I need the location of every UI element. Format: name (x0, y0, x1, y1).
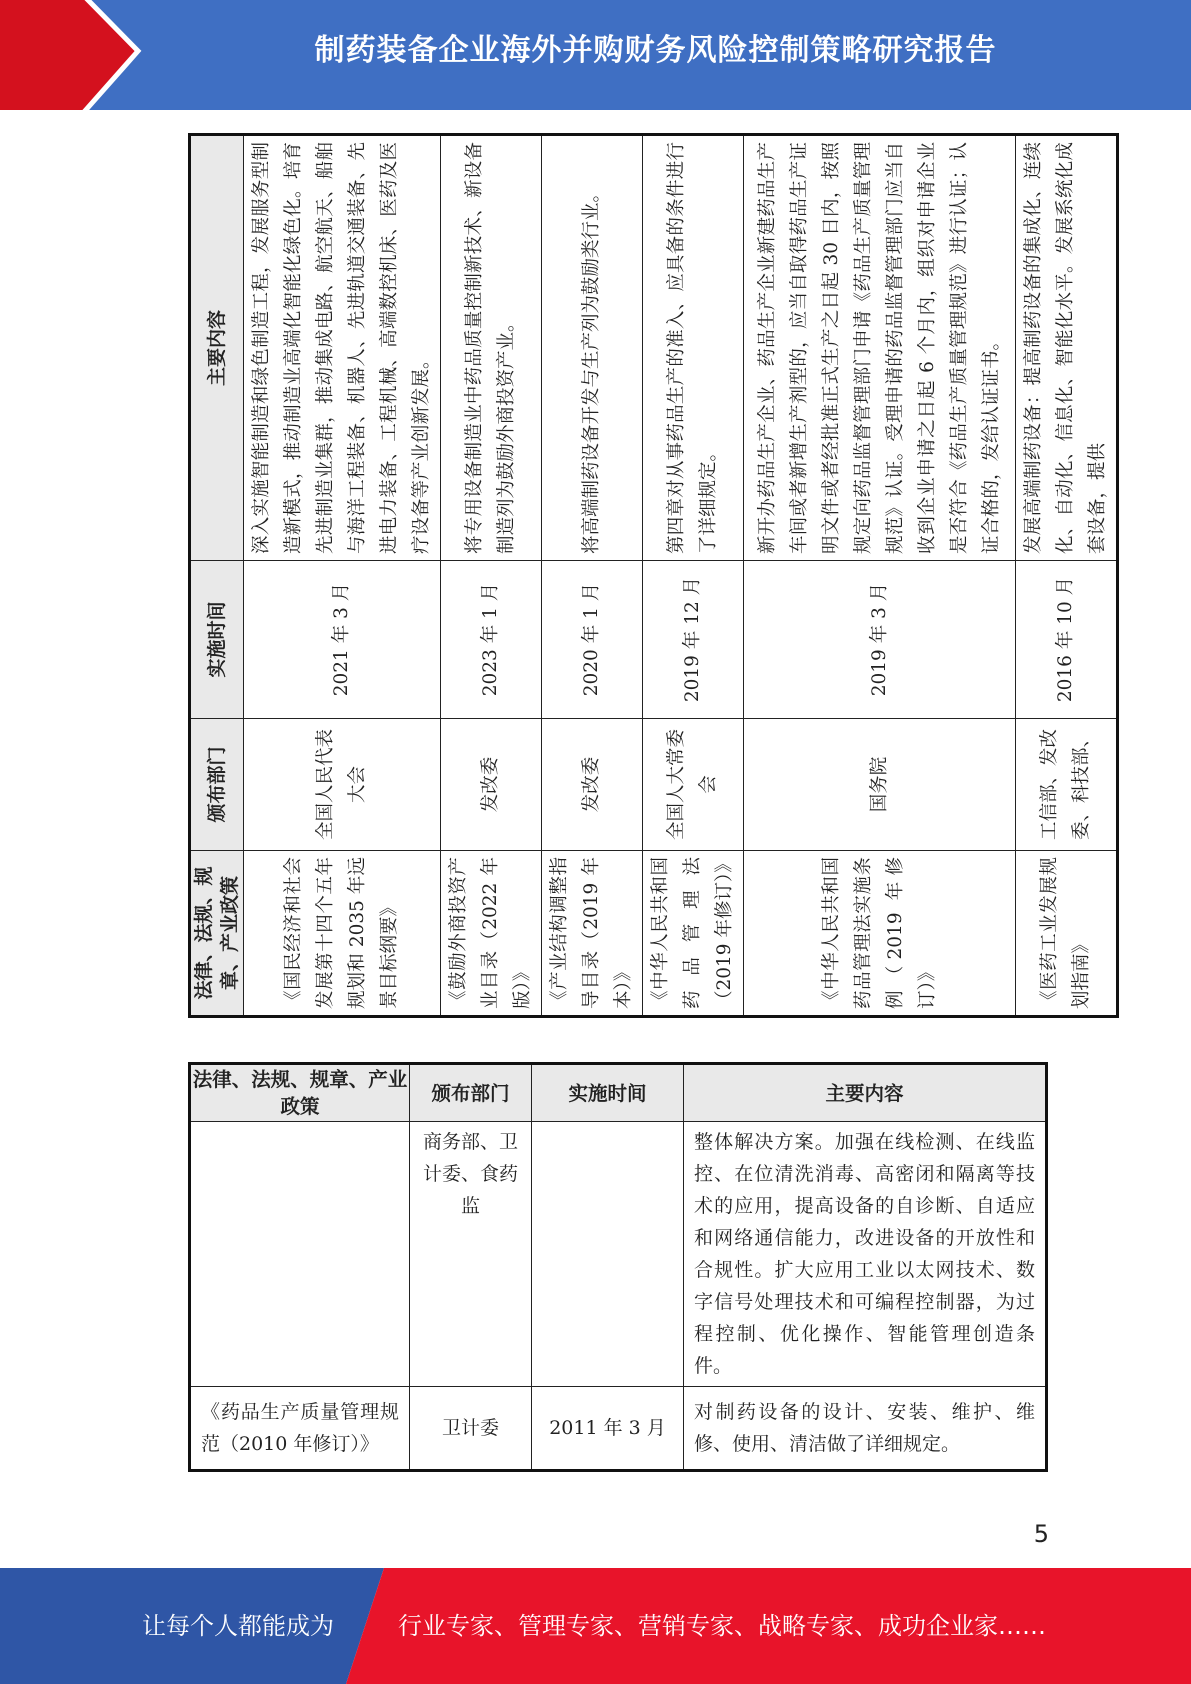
table-row (542, 135, 643, 1017)
law-cell (190, 1122, 410, 1387)
date-cell: 2016 年 10 月 (1016, 561, 1118, 719)
table-row (441, 135, 542, 1017)
table-row (643, 135, 744, 1017)
table-row (744, 135, 1016, 1017)
date-cell: 2023 年 1 月 (441, 561, 542, 719)
date-cell: 2021 年 3 月 (244, 561, 441, 719)
header-dept: 颁布部门 (190, 719, 244, 851)
header-date: 实施时间 (532, 1064, 684, 1122)
law-cell: 《药品生产质量管理规范（2010 年修订）》 (190, 1387, 410, 1471)
policy-table-continued (188, 1062, 1048, 1472)
dept-cell: 卫计委 (410, 1387, 532, 1471)
rotated-policy-table (188, 133, 1119, 1018)
date-cell (532, 1122, 684, 1387)
footer-slogan-left: 让每个人都能成为 (142, 1612, 334, 1640)
law-cell: 《中华人民共和国药品管理法实施条例（2019 年修订）》 (744, 851, 1016, 1017)
footer-slogan-right: 行业专家、管理专家、营销专家、战略专家、成功企业家…… (398, 1612, 1046, 1640)
header-dept: 颁布部门 (410, 1064, 532, 1122)
table-header-row (190, 1064, 1047, 1122)
rotated-policy-table-wrapper (188, 136, 1108, 1018)
content-cell: 发展高端制药设备：提高制药设备的集成化、连续化、自动化、信息化、智能化水平。发展系统化成套设备，提供 (1016, 135, 1118, 561)
page-footer (0, 1568, 1191, 1684)
content-cell: 整体解决方案。加强在线检测、在线监控、在位清洗消毒、高密闭和隔离等技术的应用，提高设备的自诊断、自适应和网络通信能力，改进设备的开放性和合规性。扩大应用工业以太网技术、数字信号处理技术和可编程控制器，为过程控制、优化操作、智能管理创造条件。 (684, 1122, 1047, 1387)
table-row (190, 1387, 1047, 1471)
content-cell: 深入实施智能制造和绿色制造工程，发展服务型制造新模式，推动制造业高端化智能化绿色化。培育先进制造业集群，推动集成电路、航空航天、船舶与海洋工程装备、机器人、先进轨道交通装备、先进电力装备、工程机械、高端数控机床、医药及医疗设备等产业创新发展。 (244, 135, 441, 561)
table-header-row (190, 135, 244, 1017)
dept-cell: 国务院 (744, 719, 1016, 851)
dept-cell: 商务部、卫计委、食药监 (410, 1122, 532, 1387)
dept-cell: 发改委 (441, 719, 542, 851)
content-cell: 新开办药品生产企业、药品生产企业新建药品生产车间或者新增生产剂型的，应当自取得药品生产证明文件或者经批准正式生产之日起 30 日内，按照规定向药品监督管理部门申请《药品生产质量管理规范》认证。受理申请的药品监督管理部门应当自收到企业申请之日起 6 个月内，组织对申请企业是否符合《药品生产质量管理规范》进行认证；认证合格的，发给认证证书。 (744, 135, 1016, 561)
page-header (0, 0, 1191, 110)
table-row (244, 135, 441, 1017)
content-cell: 第四章对从事药品生产的准入、应具备的条件进行了详细规定。 (643, 135, 744, 561)
header-date: 实施时间 (190, 561, 244, 719)
dept-cell: 工信部、发改委、科技部、 (1016, 719, 1118, 851)
dept-cell: 全国人民代表大会 (244, 719, 441, 851)
law-cell: 《中华人民共和国药品管理法（2019 年修订）》 (643, 851, 744, 1017)
report-title: 制药装备企业海外并购财务风险控制策略研究报告 (314, 33, 997, 68)
table-row (190, 1122, 1047, 1387)
law-cell: 《产业结构调整指导目录（2019 年本）》 (542, 851, 643, 1017)
table-row (1016, 135, 1118, 1017)
content-cell: 将专用设备制造业中药品质量控制新技术、新设备制造列为鼓励外商投资产业。 (441, 135, 542, 561)
law-cell: 《国民经济和社会发展第十四个五年规划和 2035 年远景目标纲要》 (244, 851, 441, 1017)
content-cell: 对制药设备的设计、安装、维护、维修、使用、清洁做了详细规定。 (684, 1387, 1047, 1471)
date-cell: 2019 年 12 月 (643, 561, 744, 719)
header-law: 法律、法规、规章、产业政策 (190, 851, 244, 1017)
date-cell: 2020 年 1 月 (542, 561, 643, 719)
date-cell: 2011 年 3 月 (532, 1387, 684, 1471)
header-law: 法律、法规、规章、产业政策 (190, 1064, 410, 1122)
page-number: 5 (1033, 1520, 1049, 1548)
content-cell: 将高端制药设备开发与生产列为鼓励类行业。 (542, 135, 643, 561)
dept-cell: 全国人大常委会 (643, 719, 744, 851)
header-content: 主要内容 (684, 1064, 1047, 1122)
header-content: 主要内容 (190, 135, 244, 561)
date-cell: 2019 年 3 月 (744, 561, 1016, 719)
law-cell: 《鼓励外商投资产业目录（2022 年版）》 (441, 851, 542, 1017)
law-cell: 《医药工业发展规划指南》 (1016, 851, 1118, 1017)
dept-cell: 发改委 (542, 719, 643, 851)
